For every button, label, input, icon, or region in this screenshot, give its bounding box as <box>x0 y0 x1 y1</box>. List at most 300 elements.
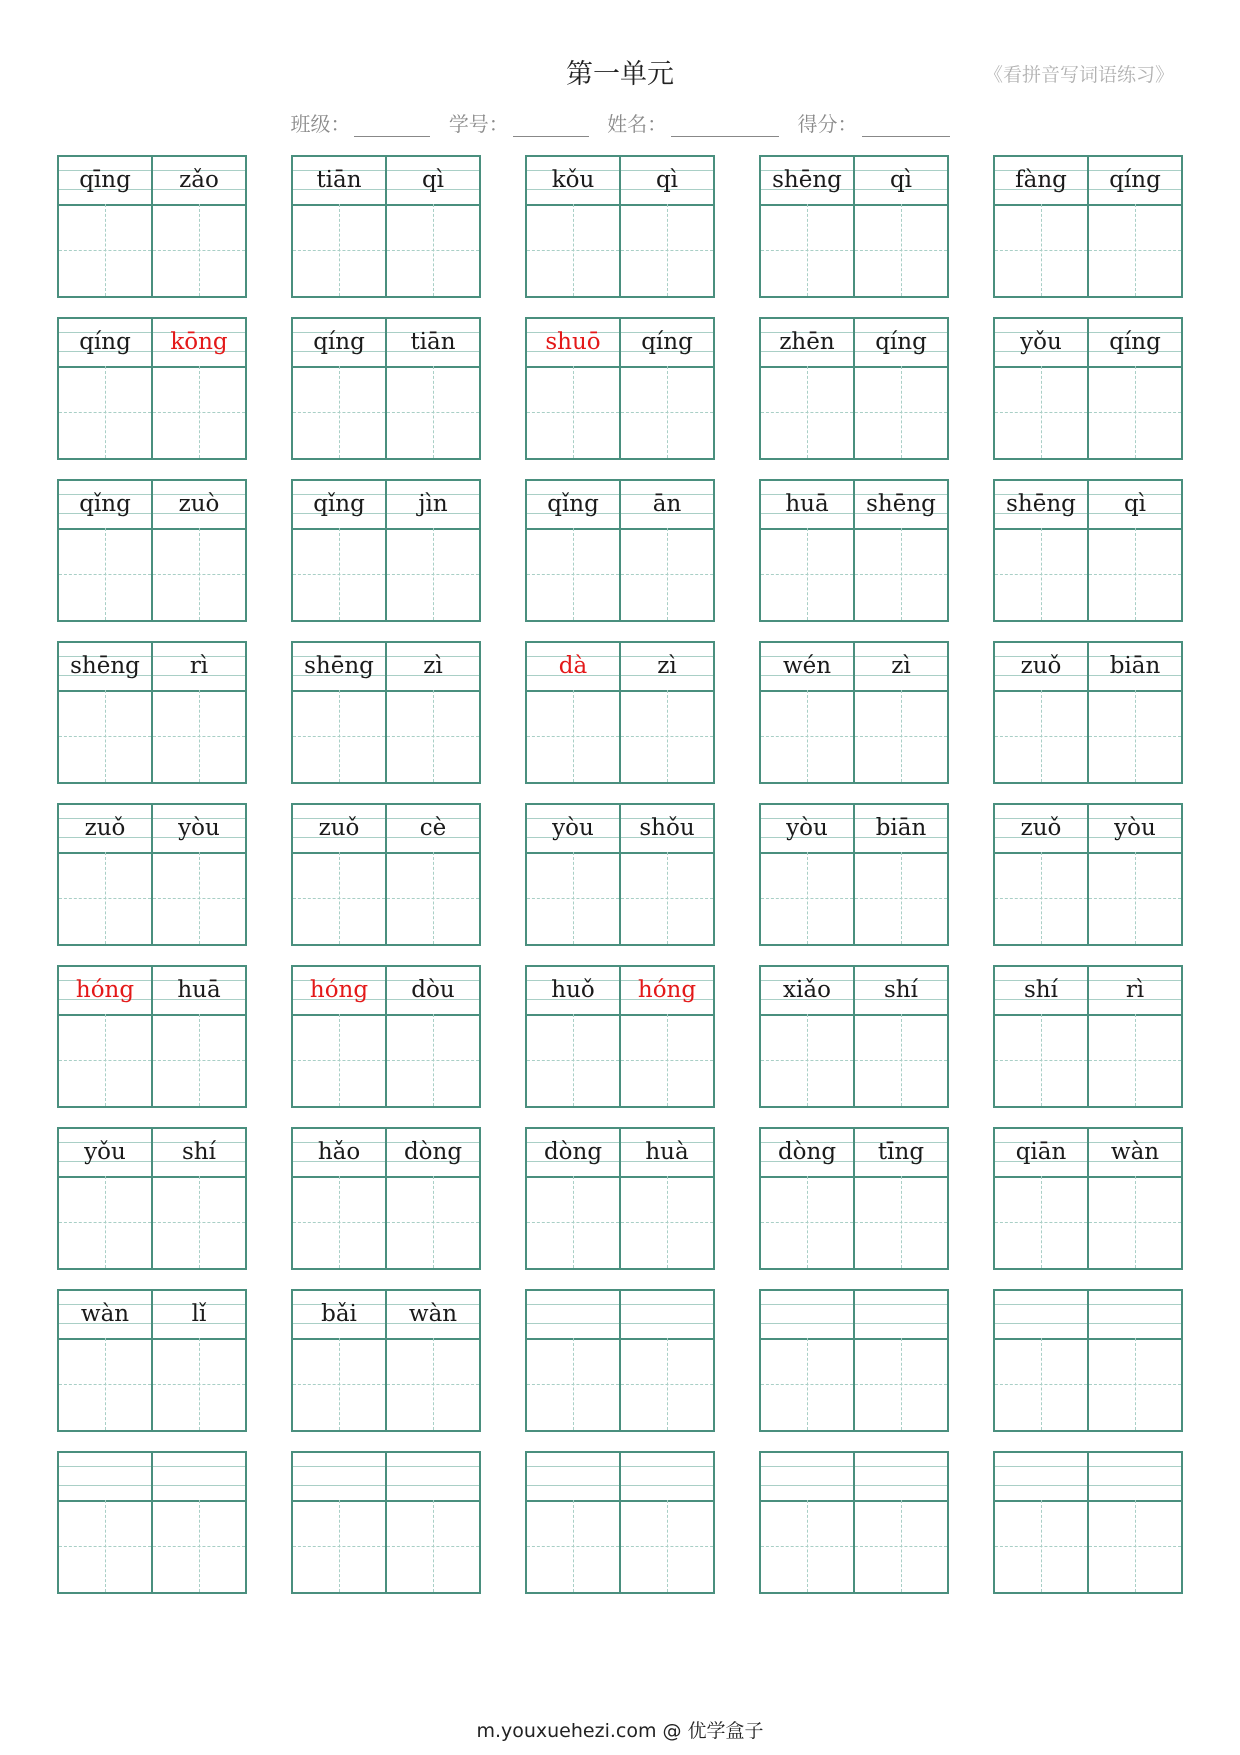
word-cell <box>57 965 247 1108</box>
word-cell <box>993 155 1183 298</box>
character-row <box>995 1176 1181 1268</box>
character-writing-box[interactable] <box>1087 1338 1181 1430</box>
character-writing-box[interactable] <box>995 1014 1087 1106</box>
word-cell <box>57 641 247 784</box>
character-writing-box[interactable] <box>59 366 151 458</box>
word-cell <box>291 479 481 622</box>
word-cell <box>993 641 1183 784</box>
pinyin-syllable: shēng <box>1006 491 1076 517</box>
word-cell <box>291 803 481 946</box>
character-row <box>761 852 947 944</box>
character-row <box>761 1014 947 1106</box>
pinyin-syllable: zuǒ <box>318 815 360 841</box>
pinyin-syllable: zì <box>385 643 479 690</box>
character-row <box>527 1500 713 1592</box>
character-row <box>527 852 713 944</box>
character-writing-box[interactable] <box>385 528 479 620</box>
character-writing-box[interactable] <box>761 1014 853 1106</box>
character-writing-box[interactable] <box>619 852 713 944</box>
character-writing-box[interactable] <box>853 366 947 458</box>
character-row <box>293 1176 479 1268</box>
pinyin-syllable <box>761 1291 853 1338</box>
character-writing-box[interactable] <box>761 1338 853 1430</box>
character-writing-box[interactable] <box>293 1500 385 1592</box>
pinyin-syllable: ān <box>619 481 713 528</box>
character-row <box>293 852 479 944</box>
character-writing-box[interactable] <box>853 1500 947 1592</box>
character-writing-box[interactable] <box>853 528 947 620</box>
word-cell <box>759 641 949 784</box>
pinyin-syllable: shí <box>1024 977 1058 1003</box>
word-cell <box>57 155 247 298</box>
word-cell <box>993 803 1183 946</box>
character-writing-box[interactable] <box>995 1338 1087 1430</box>
pinyin-syllable: zuǒ <box>1020 653 1062 679</box>
character-writing-box[interactable] <box>853 690 947 782</box>
word-cell <box>291 965 481 1108</box>
pinyin-syllable: wàn <box>80 1301 130 1327</box>
pinyin-syllable: tiān <box>316 167 362 193</box>
character-writing-box[interactable] <box>385 204 479 296</box>
pinyin-row <box>293 1129 479 1178</box>
word-cell <box>759 965 949 1108</box>
pinyin-row <box>59 805 245 854</box>
class-label: 班级： <box>290 112 351 136</box>
pinyin-syllable: qíng <box>1087 319 1181 366</box>
character-writing-box[interactable] <box>527 1500 619 1592</box>
pinyin-syllable: zǎo <box>151 157 245 204</box>
character-writing-box[interactable] <box>385 1500 479 1592</box>
pinyin-syllable: zì <box>853 643 947 690</box>
word-grid <box>57 155 1183 1594</box>
name-blank[interactable] <box>671 116 779 137</box>
character-writing-box[interactable] <box>59 1176 151 1268</box>
pinyin-syllable: kǒu <box>551 167 595 193</box>
character-row <box>59 528 245 620</box>
word-cell <box>291 317 481 460</box>
pinyin-syllable: qǐng <box>313 491 365 517</box>
character-row <box>59 1014 245 1106</box>
word-cell <box>291 1289 481 1432</box>
pinyin-syllable: qì <box>853 157 947 204</box>
character-writing-box[interactable] <box>995 690 1087 782</box>
pinyin-row <box>527 1453 713 1502</box>
character-writing-box[interactable] <box>151 1500 245 1592</box>
character-row <box>995 1338 1181 1430</box>
pinyin-syllable: dòng <box>543 1139 603 1165</box>
pinyin-syllable: rì <box>1087 967 1181 1014</box>
pinyin-syllable: hǎo <box>317 1139 361 1165</box>
character-writing-box[interactable] <box>1087 1500 1181 1592</box>
word-cell <box>525 965 715 1108</box>
character-writing-box[interactable] <box>761 366 853 458</box>
pinyin-row <box>995 157 1181 206</box>
character-writing-box[interactable] <box>527 690 619 782</box>
character-writing-box[interactable] <box>527 204 619 296</box>
character-writing-box[interactable] <box>1087 528 1181 620</box>
character-writing-box[interactable] <box>995 204 1087 296</box>
word-cell <box>525 317 715 460</box>
word-cell <box>525 1451 715 1594</box>
character-writing-box[interactable] <box>761 1500 853 1592</box>
pinyin-syllable: jìn <box>385 481 479 528</box>
character-writing-box[interactable] <box>853 1014 947 1106</box>
character-writing-box[interactable] <box>59 690 151 782</box>
word-cell <box>57 317 247 460</box>
character-writing-box[interactable] <box>385 1338 479 1430</box>
character-writing-box[interactable] <box>293 690 385 782</box>
pinyin-syllable <box>761 1453 853 1500</box>
pinyin-syllable: tīng <box>853 1129 947 1176</box>
character-row <box>761 1338 947 1430</box>
character-writing-box[interactable] <box>385 366 479 458</box>
character-writing-box[interactable] <box>59 852 151 944</box>
character-row <box>761 1500 947 1592</box>
pinyin-syllable: shí <box>151 1129 245 1176</box>
character-row <box>293 1014 479 1106</box>
pinyin-syllable: wàn <box>385 1291 479 1338</box>
character-row <box>59 1338 245 1430</box>
character-row <box>995 1014 1181 1106</box>
pinyin-syllable: yòu <box>151 805 245 852</box>
character-writing-box[interactable] <box>527 852 619 944</box>
pinyin-row <box>59 1291 245 1340</box>
character-row <box>761 1176 947 1268</box>
pinyin-row <box>995 643 1181 692</box>
pinyin-row <box>59 643 245 692</box>
pinyin-syllable: qíng <box>1087 157 1181 204</box>
word-cell <box>525 1289 715 1432</box>
character-writing-box[interactable] <box>527 1338 619 1430</box>
character-writing-box[interactable] <box>619 204 713 296</box>
character-row <box>527 204 713 296</box>
word-cell <box>759 479 949 622</box>
word-cell <box>525 803 715 946</box>
word-cell <box>759 155 949 298</box>
character-writing-box[interactable] <box>59 528 151 620</box>
series-label: 《看拼音写词语练习》 <box>983 64 1174 86</box>
pinyin-syllable <box>1087 1291 1181 1338</box>
pinyin-syllable: dà <box>558 653 588 679</box>
pinyin-syllable: tiān <box>385 319 479 366</box>
character-writing-box[interactable] <box>853 852 947 944</box>
character-writing-box[interactable] <box>385 1014 479 1106</box>
character-writing-box[interactable] <box>59 1338 151 1430</box>
character-writing-box[interactable] <box>995 366 1087 458</box>
character-writing-box[interactable] <box>527 366 619 458</box>
character-writing-box[interactable] <box>761 204 853 296</box>
character-writing-box[interactable] <box>527 1014 619 1106</box>
pinyin-row <box>527 481 713 530</box>
class-blank[interactable] <box>354 116 430 137</box>
pinyin-syllable <box>385 1453 479 1500</box>
character-writing-box[interactable] <box>995 1176 1087 1268</box>
character-writing-box[interactable] <box>59 1500 151 1592</box>
pinyin-syllable: shí <box>853 967 947 1014</box>
pinyin-syllable <box>1087 1453 1181 1500</box>
character-writing-box[interactable] <box>527 528 619 620</box>
pinyin-syllable: shēng <box>70 653 140 679</box>
pinyin-syllable: hóng <box>309 977 369 1003</box>
word-cell <box>759 317 949 460</box>
pinyin-syllable <box>853 1453 947 1500</box>
character-row <box>761 528 947 620</box>
character-row <box>527 1176 713 1268</box>
character-row <box>59 690 245 782</box>
pinyin-syllable: qì <box>619 157 713 204</box>
character-row <box>59 204 245 296</box>
pinyin-syllable: qiān <box>1015 1139 1067 1165</box>
pinyin-row <box>59 481 245 530</box>
character-writing-box[interactable] <box>1087 1176 1181 1268</box>
character-writing-box[interactable] <box>1087 1014 1181 1106</box>
word-cell <box>759 803 949 946</box>
pinyin-syllable: shuō <box>545 329 601 355</box>
word-cell <box>57 803 247 946</box>
pinyin-syllable: dòng <box>777 1139 837 1165</box>
pinyin-row <box>293 805 479 854</box>
pinyin-syllable: yǒu <box>1020 329 1062 355</box>
pinyin-syllable: qǐng <box>547 491 599 517</box>
pinyin-syllable: zuǒ <box>84 815 126 841</box>
pinyin-syllable: kōng <box>151 319 245 366</box>
word-cell <box>525 641 715 784</box>
character-row <box>527 1014 713 1106</box>
pinyin-row <box>761 1453 947 1502</box>
character-writing-box[interactable] <box>151 1014 245 1106</box>
pinyin-syllable <box>151 1453 245 1500</box>
character-writing-box[interactable] <box>761 690 853 782</box>
character-writing-box[interactable] <box>151 1176 245 1268</box>
word-cell <box>525 155 715 298</box>
character-writing-box[interactable] <box>293 852 385 944</box>
pinyin-row <box>527 805 713 854</box>
pinyin-row <box>527 1129 713 1178</box>
word-cell <box>759 1127 949 1270</box>
pinyin-row <box>761 319 947 368</box>
pinyin-syllable: qīng <box>79 167 131 193</box>
character-writing-box[interactable] <box>385 1176 479 1268</box>
score-label: 得分： <box>797 112 858 136</box>
pinyin-row <box>527 157 713 206</box>
pinyin-row <box>293 157 479 206</box>
character-writing-box[interactable] <box>151 204 245 296</box>
pinyin-syllable <box>527 1291 619 1338</box>
character-row <box>59 1176 245 1268</box>
character-writing-box[interactable] <box>59 204 151 296</box>
pinyin-syllable: dòng <box>385 1129 479 1176</box>
pinyin-syllable: lǐ <box>151 1291 245 1338</box>
character-row <box>995 204 1181 296</box>
word-cell <box>525 479 715 622</box>
pinyin-syllable: hóng <box>75 977 135 1003</box>
pinyin-row <box>761 967 947 1016</box>
student-number-blank[interactable] <box>513 116 589 137</box>
pinyin-syllable: biān <box>1087 643 1181 690</box>
character-writing-box[interactable] <box>151 690 245 782</box>
character-writing-box[interactable] <box>293 1014 385 1106</box>
pinyin-row <box>995 1453 1181 1502</box>
character-writing-box[interactable] <box>151 852 245 944</box>
pinyin-syllable: qíng <box>853 319 947 366</box>
word-cell <box>993 1451 1183 1594</box>
pinyin-row <box>293 1291 479 1340</box>
page-title: 第一单元 <box>566 59 674 90</box>
pinyin-syllable: cè <box>385 805 479 852</box>
pinyin-row <box>293 481 479 530</box>
character-writing-box[interactable] <box>619 1014 713 1106</box>
pinyin-syllable: yòu <box>786 815 828 841</box>
student-number-field <box>449 108 589 137</box>
pinyin-row <box>59 157 245 206</box>
pinyin-syllable <box>59 1453 151 1500</box>
character-writing-box[interactable] <box>619 690 713 782</box>
pinyin-row <box>995 481 1181 530</box>
character-row <box>59 852 245 944</box>
character-row <box>293 1338 479 1430</box>
pinyin-row <box>293 1453 479 1502</box>
pinyin-row <box>761 481 947 530</box>
character-row <box>293 204 479 296</box>
pinyin-row <box>761 805 947 854</box>
pinyin-syllable: xiǎo <box>783 977 831 1003</box>
character-writing-box[interactable] <box>853 1176 947 1268</box>
character-row <box>527 366 713 458</box>
character-writing-box[interactable] <box>1087 852 1181 944</box>
word-cell <box>759 1289 949 1432</box>
character-writing-box[interactable] <box>385 690 479 782</box>
character-writing-box[interactable] <box>619 1338 713 1430</box>
character-row <box>293 528 479 620</box>
pinyin-syllable: shēng <box>304 653 374 679</box>
character-writing-box[interactable] <box>761 852 853 944</box>
character-writing-box[interactable] <box>151 366 245 458</box>
character-row <box>59 366 245 458</box>
pinyin-row <box>59 967 245 1016</box>
character-writing-box[interactable] <box>293 366 385 458</box>
character-writing-box[interactable] <box>385 852 479 944</box>
pinyin-row <box>761 1129 947 1178</box>
pinyin-syllable: qíng <box>619 319 713 366</box>
word-cell <box>57 479 247 622</box>
pinyin-row <box>293 319 479 368</box>
character-row <box>527 690 713 782</box>
character-row <box>293 1500 479 1592</box>
character-writing-box[interactable] <box>151 528 245 620</box>
pinyin-row <box>995 319 1181 368</box>
word-cell <box>57 1451 247 1594</box>
pinyin-syllable: rì <box>151 643 245 690</box>
pinyin-syllable <box>619 1291 713 1338</box>
character-writing-box[interactable] <box>853 204 947 296</box>
pinyin-syllable <box>853 1291 947 1338</box>
word-cell <box>57 1289 247 1432</box>
student-number-label: 学号： <box>448 112 509 136</box>
pinyin-row <box>995 967 1181 1016</box>
pinyin-row <box>761 157 947 206</box>
character-row <box>293 690 479 782</box>
character-writing-box[interactable] <box>151 1338 245 1430</box>
pinyin-syllable: qǐng <box>79 491 131 517</box>
character-writing-box[interactable] <box>293 1338 385 1430</box>
pinyin-syllable: huā <box>151 967 245 1014</box>
character-writing-box[interactable] <box>995 1500 1087 1592</box>
pinyin-syllable <box>995 1453 1087 1500</box>
pinyin-row <box>527 967 713 1016</box>
character-writing-box[interactable] <box>619 1500 713 1592</box>
pinyin-syllable: qì <box>1087 481 1181 528</box>
character-row <box>995 690 1181 782</box>
pinyin-syllable <box>293 1453 385 1500</box>
character-writing-box[interactable] <box>59 1014 151 1106</box>
pinyin-syllable: huà <box>619 1129 713 1176</box>
character-writing-box[interactable] <box>293 1176 385 1268</box>
character-writing-box[interactable] <box>1087 366 1181 458</box>
pinyin-syllable: dòu <box>385 967 479 1014</box>
character-row <box>761 204 947 296</box>
character-row <box>995 1500 1181 1592</box>
pinyin-syllable: biān <box>853 805 947 852</box>
pinyin-row <box>59 1129 245 1178</box>
character-writing-box[interactable] <box>853 1338 947 1430</box>
character-row <box>761 366 947 458</box>
character-writing-box[interactable] <box>1087 690 1181 782</box>
character-writing-box[interactable] <box>995 852 1087 944</box>
pinyin-syllable: wén <box>782 653 832 679</box>
word-cell <box>291 1451 481 1594</box>
word-cell <box>291 641 481 784</box>
character-writing-box[interactable] <box>1087 204 1181 296</box>
character-row <box>59 1500 245 1592</box>
character-writing-box[interactable] <box>761 528 853 620</box>
character-writing-box[interactable] <box>619 1176 713 1268</box>
class-field <box>290 108 430 137</box>
pinyin-syllable: huā <box>785 491 829 517</box>
character-writing-box[interactable] <box>619 528 713 620</box>
pinyin-syllable: zuǒ <box>1020 815 1062 841</box>
name-field <box>607 108 779 137</box>
character-row <box>527 1338 713 1430</box>
character-writing-box[interactable] <box>527 1176 619 1268</box>
pinyin-syllable <box>619 1453 713 1500</box>
word-cell <box>291 155 481 298</box>
score-blank[interactable] <box>862 116 950 137</box>
character-writing-box[interactable] <box>293 528 385 620</box>
character-writing-box[interactable] <box>619 366 713 458</box>
pinyin-row <box>761 643 947 692</box>
pinyin-row <box>59 1453 245 1502</box>
pinyin-syllable: shēng <box>772 167 842 193</box>
character-writing-box[interactable] <box>995 528 1087 620</box>
character-row <box>761 690 947 782</box>
character-row <box>995 528 1181 620</box>
character-writing-box[interactable] <box>293 204 385 296</box>
character-writing-box[interactable] <box>761 1176 853 1268</box>
word-cell <box>57 1127 247 1270</box>
pinyin-row <box>293 643 479 692</box>
pinyin-syllable <box>995 1291 1087 1338</box>
pinyin-row <box>995 1291 1181 1340</box>
pinyin-syllable: hóng <box>619 967 713 1014</box>
pinyin-syllable: yòu <box>1087 805 1181 852</box>
character-row <box>995 852 1181 944</box>
word-cell <box>291 1127 481 1270</box>
pinyin-syllable: shǒu <box>619 805 713 852</box>
score-field <box>798 108 950 137</box>
word-cell <box>993 1127 1183 1270</box>
pinyin-syllable: zhēn <box>779 329 835 355</box>
pinyin-syllable: huǒ <box>551 977 595 1003</box>
